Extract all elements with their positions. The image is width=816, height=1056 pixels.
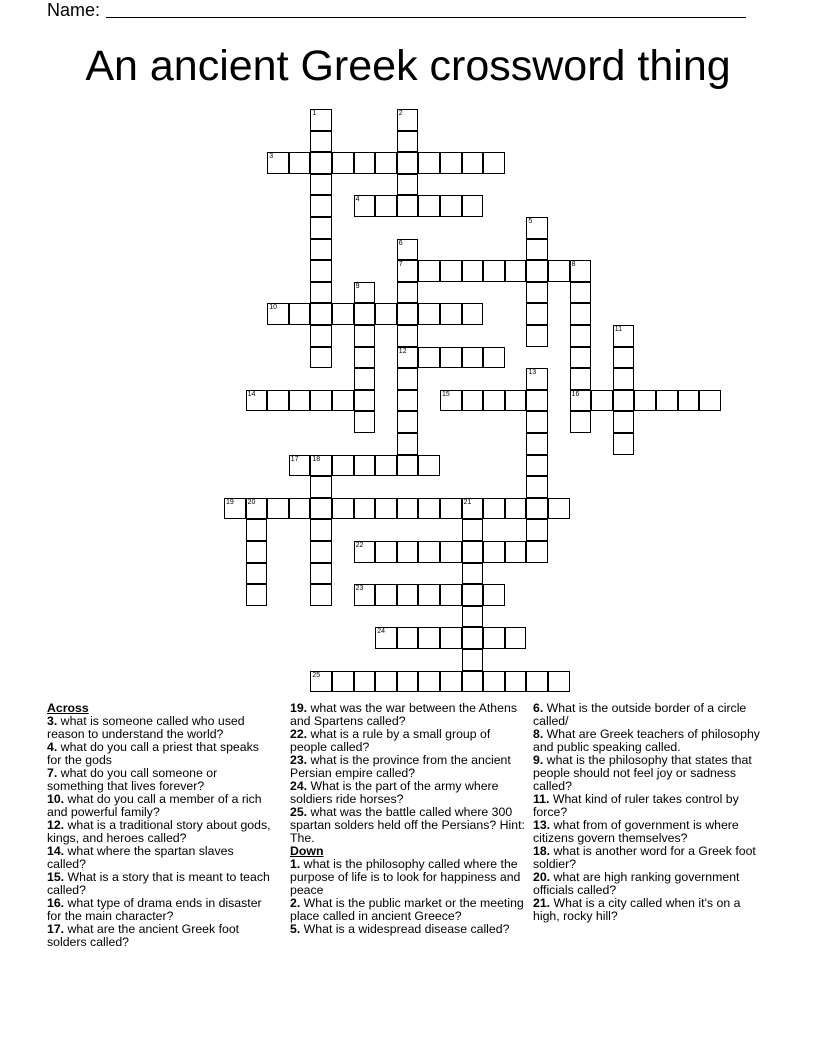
grid-cell[interactable] <box>483 390 505 412</box>
clue-text: what is the province from the ancient Persian empire called? <box>290 753 511 780</box>
clue-text: what is someone called who used reason to understand the world? <box>47 714 245 741</box>
grid-cell[interactable] <box>462 303 484 325</box>
grid-cell[interactable] <box>375 303 397 325</box>
grid-cell[interactable] <box>570 390 592 412</box>
clue-number: 5 <box>528 218 533 225</box>
grid-cell[interactable] <box>505 627 527 649</box>
grid-cell[interactable] <box>354 455 376 477</box>
grid-cell[interactable] <box>418 584 440 606</box>
clue-text: what is a rule by a small group of people called? <box>290 727 491 754</box>
clue-text: what from of government is where citizens govern themselves? <box>533 818 739 845</box>
clue-number-label: 5. <box>290 922 301 936</box>
grid-cell[interactable] <box>310 519 332 541</box>
grid-cell[interactable] <box>440 541 462 563</box>
clue-number-label: 1. <box>290 857 301 871</box>
clue-text: What are Greek teachers of philosophy and public speaking called. <box>533 727 760 754</box>
grid-cell[interactable] <box>505 390 527 412</box>
grid-cell[interactable] <box>505 260 527 282</box>
grid-cell[interactable] <box>310 303 332 325</box>
grid-cell[interactable] <box>462 390 484 412</box>
grid-cell[interactable] <box>440 498 462 520</box>
grid-cell[interactable] <box>526 476 548 498</box>
grid-cell[interactable] <box>440 303 462 325</box>
clue-number: 2 <box>398 110 403 117</box>
grid-cell[interactable] <box>332 455 354 477</box>
grid-cell[interactable] <box>526 260 548 282</box>
clue-text: what are the ancient Greek foot solders called? <box>47 922 240 949</box>
grid-cell[interactable] <box>267 390 289 412</box>
clue-item <box>290 858 525 897</box>
grid-cell[interactable] <box>505 671 527 693</box>
clue-number: 18 <box>312 455 321 463</box>
clue-number-label: 2. <box>290 896 301 910</box>
grid-cell[interactable] <box>678 390 700 412</box>
clue-item <box>47 767 272 793</box>
grid-cell[interactable] <box>375 195 397 217</box>
clue-item <box>47 923 272 949</box>
grid-cell[interactable] <box>397 303 419 325</box>
grid-cell[interactable] <box>613 433 635 455</box>
grid-cell[interactable] <box>397 109 419 131</box>
clue-number: 8 <box>571 261 576 269</box>
clue-text: what is the philosophy that states that people should not feel joy or sadness called? <box>533 753 752 793</box>
clue-text: What is the outside border of a circle called/ <box>533 701 747 728</box>
grid-cell[interactable] <box>483 584 505 606</box>
clue-item <box>47 871 272 897</box>
grid-cell[interactable] <box>310 347 332 369</box>
grid-cell[interactable] <box>505 498 527 520</box>
grid-cell[interactable] <box>397 671 419 693</box>
grid-cell[interactable] <box>246 519 268 541</box>
grid-cell[interactable] <box>397 260 419 282</box>
grid-cell[interactable] <box>526 239 548 261</box>
grid-cell[interactable] <box>418 627 440 649</box>
grid-cell[interactable] <box>397 347 419 369</box>
grid-cell[interactable] <box>440 152 462 174</box>
grid-cell[interactable] <box>483 260 505 282</box>
clue-item <box>533 754 763 793</box>
clue-item <box>47 793 272 819</box>
grid-cell[interactable] <box>332 390 354 412</box>
clue-text: what do you call someone or something that lives forever? <box>47 766 218 793</box>
clue-number: 10 <box>269 304 277 312</box>
clue-text: What kind of ruler takes control by force? <box>533 792 739 819</box>
clue-number: 13 <box>528 369 537 377</box>
grid-cell[interactable] <box>526 541 548 563</box>
grid-cell[interactable] <box>613 347 635 369</box>
clue-text: what type of drama ends in disaster for the main character? <box>47 896 262 923</box>
grid-cell[interactable] <box>397 584 419 606</box>
grid-cell[interactable] <box>440 627 462 649</box>
grid-cell[interactable] <box>224 498 246 520</box>
grid-cell[interactable] <box>440 195 462 217</box>
grid-cell[interactable] <box>462 606 484 628</box>
grid-cell[interactable] <box>462 152 484 174</box>
grid-cell[interactable] <box>246 390 268 412</box>
grid-cell[interactable] <box>310 152 332 174</box>
clue-number: 15 <box>442 390 450 398</box>
clue-number: 1 <box>312 110 317 117</box>
clue-item <box>47 845 272 871</box>
grid-cell[interactable] <box>354 303 376 325</box>
grid-cell[interactable] <box>375 152 397 174</box>
grid-cell[interactable] <box>289 498 311 520</box>
grid-cell[interactable] <box>613 325 635 347</box>
clue-number-label: 14. <box>47 844 65 858</box>
clue-item <box>47 715 272 741</box>
grid-cell[interactable] <box>462 627 484 649</box>
grid-cell[interactable] <box>548 498 570 520</box>
clue-number-label: 4. <box>47 740 58 754</box>
grid-cell[interactable] <box>418 303 440 325</box>
grid-cell[interactable] <box>483 627 505 649</box>
grid-cell[interactable] <box>354 541 376 563</box>
grid-cell[interactable] <box>634 390 656 412</box>
clue-item <box>290 780 525 806</box>
clue-text: what is another word for a Greek foot soldier? <box>533 844 756 871</box>
grid-cell[interactable] <box>310 476 332 498</box>
grid-cell[interactable] <box>440 584 462 606</box>
grid-cell[interactable] <box>418 260 440 282</box>
clue-number: 20 <box>247 498 256 506</box>
grid-cell[interactable] <box>440 390 462 412</box>
grid-cell[interactable] <box>332 152 354 174</box>
clue-item <box>290 806 525 845</box>
grid-cell[interactable] <box>570 282 592 304</box>
clue-number-label: 20. <box>533 870 551 884</box>
grid-cell[interactable] <box>462 671 484 693</box>
grid-cell[interactable] <box>418 455 440 477</box>
grid-cell[interactable] <box>570 368 592 390</box>
grid-cell[interactable] <box>526 519 548 541</box>
grid-cell[interactable] <box>310 131 332 153</box>
grid-cell[interactable] <box>656 390 678 412</box>
clue-text: what where the spartan slaves called? <box>47 844 234 871</box>
grid-cell[interactable] <box>462 649 484 671</box>
grid-cell[interactable] <box>526 498 548 520</box>
grid-cell[interactable] <box>289 303 311 325</box>
clue-number: 24 <box>377 628 385 636</box>
clue-text: What is the public market or the meeting place called in ancient Greece? <box>290 896 524 923</box>
grid-cell[interactable] <box>462 584 484 606</box>
grid-cell[interactable] <box>418 671 440 693</box>
grid-cell[interactable] <box>397 627 419 649</box>
grid-cell[interactable] <box>332 671 354 693</box>
grid-cell[interactable] <box>397 498 419 520</box>
grid-cell[interactable] <box>526 217 548 239</box>
clue-text: what is the philosophy called where the purpose of life is to look for happiness and peace <box>290 857 521 897</box>
grid-cell[interactable] <box>375 627 397 649</box>
grid-cell[interactable] <box>310 217 332 239</box>
clue-item <box>290 754 525 780</box>
grid-cell[interactable] <box>310 239 332 261</box>
clue-number-label: 9. <box>533 753 544 767</box>
clue-number: 9 <box>355 282 360 290</box>
grid-cell[interactable] <box>246 563 268 585</box>
grid-cell[interactable] <box>483 498 505 520</box>
clue-item <box>290 923 525 936</box>
clue-text: what was the war between the Athens and Spartens called? <box>290 701 517 728</box>
grid-cell[interactable] <box>289 455 311 477</box>
grid-cell[interactable] <box>354 498 376 520</box>
grid-cell[interactable] <box>570 325 592 347</box>
grid-cell[interactable] <box>375 455 397 477</box>
clue-number-label: 6. <box>533 701 544 715</box>
clue-number: 3 <box>269 153 274 161</box>
grid-cell[interactable] <box>526 303 548 325</box>
clue-number: 22 <box>355 542 364 549</box>
clue-item <box>533 728 763 754</box>
grid-cell[interactable] <box>246 584 268 606</box>
clue-number-label: 7. <box>47 766 58 780</box>
grid-cell[interactable] <box>310 260 332 282</box>
clues-column-2 <box>290 702 525 936</box>
grid-cell[interactable] <box>332 303 354 325</box>
grid-cell[interactable] <box>526 368 548 390</box>
clue-number-label: 12. <box>47 818 65 832</box>
clue-number-label: 25. <box>290 805 308 819</box>
grid-cell[interactable] <box>354 325 376 347</box>
grid-cell[interactable] <box>246 541 268 563</box>
clues-column-1 <box>47 702 272 949</box>
grid-cell[interactable] <box>354 282 376 304</box>
clue-text: what is a traditional story about gods, kings, and heroes called? <box>47 818 271 845</box>
grid-cell[interactable] <box>246 498 268 520</box>
clue-text: What is a widespread disease called? <box>300 922 510 936</box>
grid-cell[interactable] <box>462 195 484 217</box>
grid-cell[interactable] <box>354 584 376 606</box>
grid-cell[interactable] <box>332 498 354 520</box>
grid-cell[interactable] <box>397 174 419 196</box>
clue-number: 6 <box>398 239 403 247</box>
grid-cell[interactable] <box>418 152 440 174</box>
grid-cell[interactable] <box>267 152 289 174</box>
grid-cell[interactable] <box>354 390 376 412</box>
grid-cell[interactable] <box>483 152 505 174</box>
grid-cell[interactable] <box>354 368 376 390</box>
grid-cell[interactable] <box>526 455 548 477</box>
clue-number: 12 <box>398 347 407 355</box>
grid-cell[interactable] <box>526 433 548 455</box>
clue-text: what do you call a priest that speaks for the gods <box>47 740 259 767</box>
grid-cell[interactable] <box>310 584 332 606</box>
clue-number-label: 19. <box>290 701 308 715</box>
clue-number: 23 <box>355 585 364 593</box>
grid-cell[interactable] <box>397 131 419 153</box>
clue-number-label: 24. <box>290 779 308 793</box>
grid-cell[interactable] <box>462 347 484 369</box>
grid-cell[interactable] <box>310 498 332 520</box>
grid-cell[interactable] <box>289 152 311 174</box>
clue-number-label: 3. <box>47 714 58 728</box>
clue-item <box>47 741 272 767</box>
grid-cell[interactable] <box>418 347 440 369</box>
clue-number-label: 22. <box>290 727 308 741</box>
grid-cell[interactable] <box>397 239 419 261</box>
clue-number: 14 <box>247 390 256 398</box>
clue-number-label: 21. <box>533 896 551 910</box>
clue-number: 16 <box>571 390 580 398</box>
grid-cell[interactable] <box>591 390 613 412</box>
grid-cell[interactable] <box>397 411 419 433</box>
grid-cell[interactable] <box>483 347 505 369</box>
grid-cell[interactable] <box>397 433 419 455</box>
grid-cell[interactable] <box>397 325 419 347</box>
grid-cell[interactable] <box>440 671 462 693</box>
clue-number-label: 17. <box>47 922 65 936</box>
grid-cell[interactable] <box>267 498 289 520</box>
clue-item <box>533 845 763 871</box>
clue-item <box>533 897 763 923</box>
page-title: An ancient Greek crossword thing <box>85 42 731 90</box>
clue-text: What is the part of the army where soldiers ride horses? <box>290 779 499 806</box>
grid-cell[interactable] <box>526 282 548 304</box>
clues-column-3 <box>533 702 763 923</box>
grid-cell[interactable] <box>375 584 397 606</box>
grid-cell[interactable] <box>570 411 592 433</box>
clue-number: 4 <box>355 196 360 204</box>
grid-cell[interactable] <box>418 498 440 520</box>
grid-cell[interactable] <box>505 541 527 563</box>
grid-cell[interactable] <box>310 282 332 304</box>
grid-cell[interactable] <box>526 325 548 347</box>
grid-cell[interactable] <box>548 671 570 693</box>
clue-item <box>290 728 525 754</box>
grid-cell[interactable] <box>375 671 397 693</box>
clue-number: 7 <box>398 261 403 269</box>
clue-item <box>47 819 272 845</box>
grid-cell[interactable] <box>613 390 635 412</box>
grid-cell[interactable] <box>354 195 376 217</box>
clue-text: what do you call a member of a rich and powerful family? <box>47 792 262 819</box>
grid-cell[interactable] <box>548 260 570 282</box>
grid-cell[interactable] <box>310 390 332 412</box>
grid-cell[interactable] <box>375 498 397 520</box>
clue-item <box>533 819 763 845</box>
clue-section-heading: Across <box>47 701 89 715</box>
grid-cell[interactable] <box>354 411 376 433</box>
grid-cell[interactable] <box>310 195 332 217</box>
clue-number: 25 <box>312 671 321 679</box>
grid-cell[interactable] <box>699 390 721 412</box>
clue-number-label: 10. <box>47 792 65 806</box>
grid-cell[interactable] <box>462 563 484 585</box>
grid-cell[interactable] <box>397 541 419 563</box>
clue-number-label: 16. <box>47 896 65 910</box>
grid-cell[interactable] <box>483 671 505 693</box>
grid-cell[interactable] <box>570 260 592 282</box>
grid-cell[interactable] <box>397 390 419 412</box>
grid-cell[interactable] <box>613 411 635 433</box>
clue-number-label: 8. <box>533 727 544 741</box>
clue-item <box>290 702 525 728</box>
grid-cell[interactable] <box>462 541 484 563</box>
clue-text: What is a city called when it's on a high, rocky hill? <box>533 896 741 923</box>
name-label: Name: <box>47 0 101 20</box>
grid-cell[interactable] <box>397 195 419 217</box>
clue-section-heading: Down <box>290 844 324 858</box>
grid-cell[interactable] <box>310 325 332 347</box>
clue-item <box>533 702 763 728</box>
grid-cell[interactable] <box>397 282 419 304</box>
grid-cell[interactable] <box>310 109 332 131</box>
grid-cell[interactable] <box>267 303 289 325</box>
grid-cell[interactable] <box>375 541 397 563</box>
grid-cell[interactable] <box>570 303 592 325</box>
grid-cell[interactable] <box>354 671 376 693</box>
clue-number: 19 <box>226 498 234 506</box>
clue-number-label: 15. <box>47 870 65 884</box>
grid-cell[interactable] <box>354 152 376 174</box>
clue-number: 17 <box>290 455 299 463</box>
clue-item <box>533 793 763 819</box>
grid-cell[interactable] <box>526 390 548 412</box>
clue-text: What is a story that is meant to teach called? <box>47 870 270 897</box>
grid-cell[interactable] <box>570 347 592 369</box>
grid-cell[interactable] <box>289 390 311 412</box>
clue-item <box>290 897 525 923</box>
grid-cell[interactable] <box>418 195 440 217</box>
grid-cell[interactable] <box>462 260 484 282</box>
clue-number-label: 13. <box>533 818 551 832</box>
grid-cell[interactable] <box>310 455 332 477</box>
grid-cell[interactable] <box>310 174 332 196</box>
clue-item <box>47 897 272 923</box>
grid-cell[interactable] <box>310 541 332 563</box>
grid-cell[interactable] <box>440 260 462 282</box>
grid-cell[interactable] <box>440 347 462 369</box>
grid-cell[interactable] <box>397 152 419 174</box>
grid-cell[interactable] <box>354 347 376 369</box>
grid-cell[interactable] <box>483 541 505 563</box>
clue-text: what are high ranking government officials called? <box>533 870 740 897</box>
clue-number: 21 <box>463 498 472 506</box>
grid-cell[interactable] <box>526 411 548 433</box>
grid-cell[interactable] <box>397 455 419 477</box>
grid-cell[interactable] <box>462 519 484 541</box>
grid-cell[interactable] <box>397 368 419 390</box>
clue-item <box>533 871 763 897</box>
grid-cell[interactable] <box>310 671 332 693</box>
grid-cell[interactable] <box>418 541 440 563</box>
clue-number-label: 11. <box>533 792 550 806</box>
clue-number-label: 23. <box>290 753 308 767</box>
grid-cell[interactable] <box>613 368 635 390</box>
clue-text: what was the battle called where 300 spartan solders held off the Persians? Hint: The. <box>290 805 525 845</box>
clue-number-label: 18. <box>533 844 551 858</box>
grid-cell[interactable] <box>462 498 484 520</box>
grid-cell[interactable] <box>310 563 332 585</box>
grid-cell[interactable] <box>526 671 548 693</box>
clue-number: 11 <box>614 326 623 333</box>
